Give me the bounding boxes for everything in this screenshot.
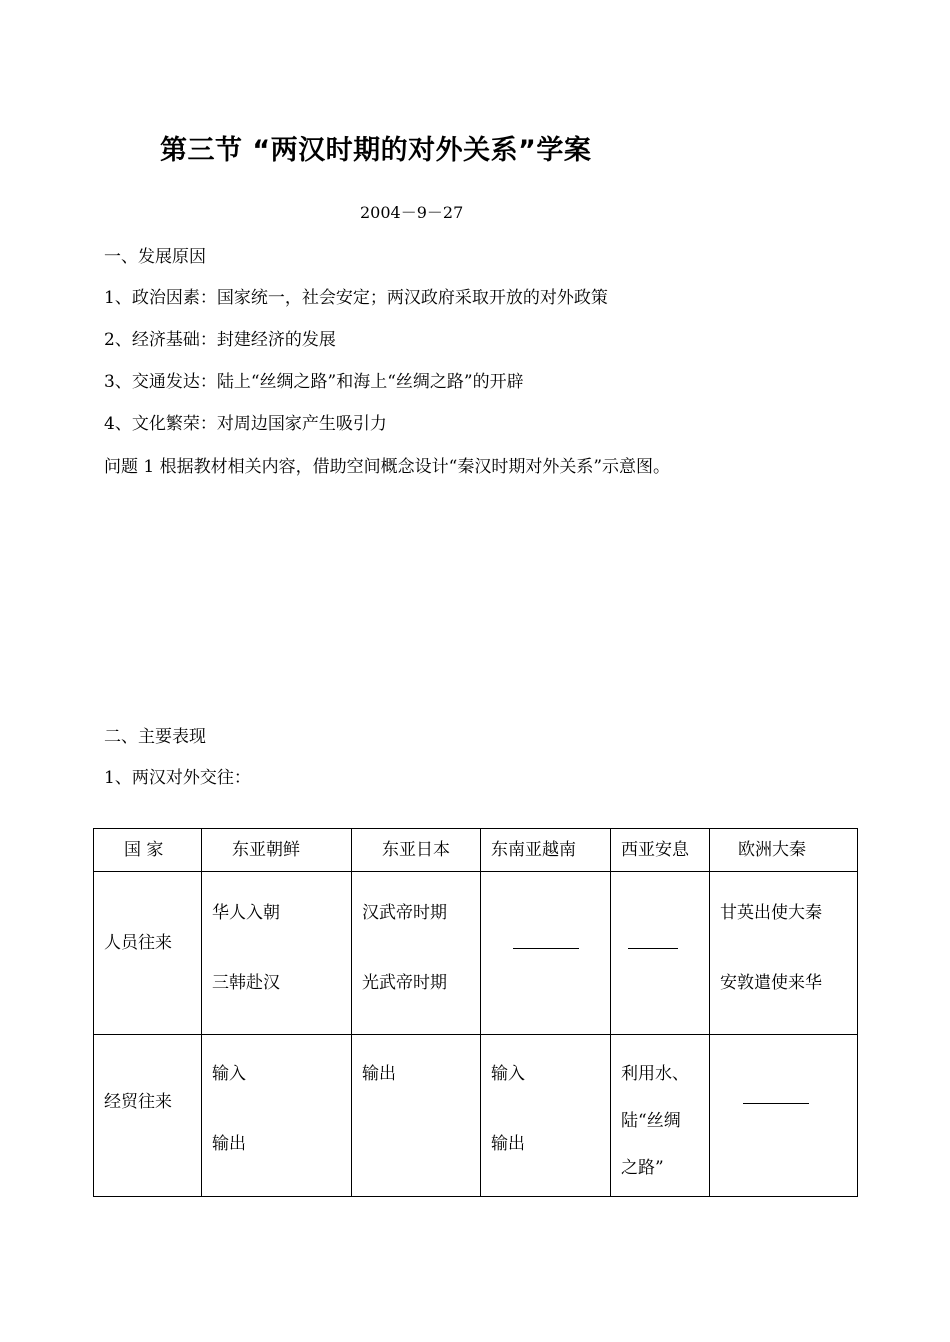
section-heading-causes: 一、发展原因: [104, 247, 206, 267]
table-row-trade: [94, 1035, 858, 1197]
table-cell-text: 三韩赴汉: [212, 973, 280, 993]
table-header-cell: 东南亚越南: [481, 829, 611, 872]
table-header-cell: 东亚日本: [352, 829, 481, 872]
table-cell-text: 汉武帝时期: [362, 903, 447, 923]
table-header-cell: 西亚安息: [611, 829, 710, 872]
table-row-personnel: [94, 872, 858, 1035]
blank-line: [513, 948, 579, 949]
table-header-cell: 欧洲大秦: [710, 829, 858, 872]
table-cell-text: 输入: [212, 1064, 246, 1084]
row-label: 经贸往来: [104, 1092, 172, 1112]
table-cell-text: 甘英出使大秦: [720, 903, 822, 923]
table-cell-text: 之路”: [621, 1158, 664, 1178]
table-cell-text: 输出: [491, 1134, 525, 1154]
exchanges-table: [93, 828, 858, 1197]
document-title: 第三节 “两汉时期的对外关系”学案: [160, 135, 592, 166]
table-cell-text: 输出: [212, 1134, 246, 1154]
table-cell-text: 陆“丝绸: [621, 1111, 681, 1131]
section-heading-manifestations: 二、主要表现: [104, 727, 206, 747]
table-cell-text: 安敦遣使来华: [720, 973, 822, 993]
subsection-exchanges: 1、两汉对外交往：: [104, 768, 251, 788]
cause-item-transport: 3、交通发达：陆上“丝绸之路”和海上“丝绸之路”的开辟: [104, 372, 524, 392]
document-date: 2004－9－27: [360, 203, 464, 222]
question-1: 问题 1 根据教材相关内容，借助空间概念设计“秦汉时期对外关系”示意图。: [104, 457, 671, 477]
table-cell-text: 输入: [491, 1064, 525, 1084]
blank-line: [743, 1103, 809, 1104]
table-header-row: [94, 829, 858, 872]
table-header-cell: 国 家: [94, 829, 202, 872]
cause-item-culture: 4、文化繁荣：对周边国家产生吸引力: [104, 414, 387, 434]
table-cell-text: 光武帝时期: [362, 973, 447, 993]
table-header-cell: 东亚朝鲜: [202, 829, 352, 872]
table-cell-text: 输出: [362, 1064, 396, 1084]
blank-line: [628, 948, 678, 949]
cause-item-political: 1、政治因素：国家统一，社会安定；两汉政府采取开放的对外政策: [104, 288, 608, 308]
table-cell-text: 利用水、: [621, 1064, 689, 1084]
row-label: 人员往来: [104, 933, 172, 953]
cause-item-economic: 2、经济基础：封建经济的发展: [104, 330, 336, 350]
table-cell-text: 华人入朝: [212, 903, 280, 923]
